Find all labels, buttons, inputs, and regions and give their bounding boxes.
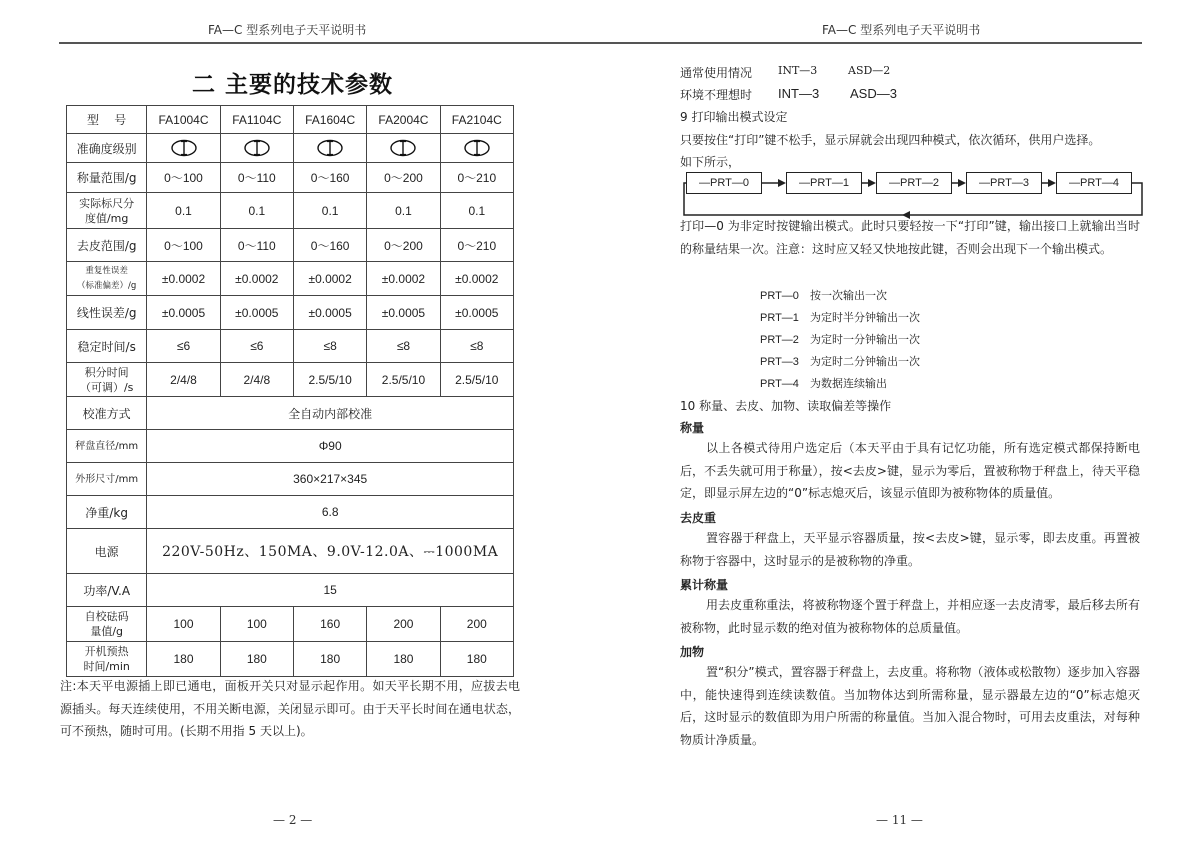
table-cell: 0.1 bbox=[220, 193, 293, 229]
prt-mode-code: PRT—4 bbox=[760, 378, 799, 390]
prt0-description: 打印—0 为非定时按键输出模式。此时只要轻按一下“打印”键，输出接口上就输出当时的称量结果一次。注意：这时应又轻又快地按此键，否则会出现下一个输出模式。 bbox=[680, 219, 1140, 256]
flow-box-prt4: —PRT—4 bbox=[1056, 172, 1132, 194]
usage-bad-int: INT—3 bbox=[778, 86, 820, 101]
row-label: 称量范围/g bbox=[67, 163, 147, 193]
section9-title: 9 打印输出模式设定 bbox=[680, 110, 788, 124]
prt-mode-desc: 为数据连续输出 bbox=[810, 377, 887, 390]
flow-box-prt0: —PRT—0 bbox=[686, 172, 762, 194]
prt-mode-desc: 为定时二分钟输出一次 bbox=[810, 355, 920, 368]
table-cell: 2.5/5/10 bbox=[440, 363, 513, 397]
usage-normal-int: INT—3 bbox=[778, 64, 818, 77]
table-row bbox=[67, 330, 514, 363]
usage-bad-asd: ASD—3 bbox=[850, 86, 897, 101]
table-cell: ≤6 bbox=[147, 330, 220, 363]
row-label: 秤盘直径/mm bbox=[67, 430, 147, 463]
arrow-head-icon bbox=[868, 179, 876, 187]
spec-table bbox=[66, 105, 514, 677]
row-label: 外形尺寸/mm bbox=[67, 463, 147, 496]
adding-text: 置“积分”模式，置容器于秤盘上，去皮重。将称物（液体或松散物）逐步加入容器中，能快速得到连续读数值。当加物体达到所需称量，显示器最左边的“0”标志熄灭后，这时显示的数值即为用户所需的称量值。当加入混合物时，可用去皮重法，对每种物质计净质量。 bbox=[680, 665, 1140, 747]
adding-heading: 加物 bbox=[680, 645, 705, 659]
flow-box-prt2: —PRT—2 bbox=[876, 172, 952, 194]
accuracy-cell bbox=[147, 134, 220, 163]
table-cell: 0～210 bbox=[440, 163, 513, 193]
table-row-merged bbox=[67, 529, 514, 574]
table-row-merged bbox=[67, 463, 514, 496]
table-row-merged bbox=[67, 430, 514, 463]
merged-cell: 360×217×345 bbox=[147, 463, 514, 496]
row-label: 净重/kg bbox=[67, 496, 147, 529]
accuracy-cell bbox=[440, 134, 513, 163]
row-label: 去皮范围/g bbox=[67, 229, 147, 262]
table-cell: 0～160 bbox=[293, 163, 366, 193]
row-label-line: 量值/g bbox=[90, 625, 124, 638]
table-cell: 200 bbox=[367, 607, 440, 642]
row-label: 功率/V.A bbox=[67, 574, 147, 607]
table-cell: 160 bbox=[293, 607, 366, 642]
table-cell: 100 bbox=[220, 607, 293, 642]
right-page-number: — 11 — bbox=[876, 813, 923, 827]
table-row-merged bbox=[67, 496, 514, 529]
row-label: 稳定时间/s bbox=[67, 330, 147, 363]
prt-mode-item bbox=[760, 309, 920, 325]
flow-box-prt1: —PRT—1 bbox=[786, 172, 862, 194]
header-rule bbox=[59, 42, 1142, 44]
accuracy-class-I-icon bbox=[170, 139, 198, 157]
usage-normal-asd: ASD—2 bbox=[848, 64, 891, 77]
row-label-line: 重复性误差 bbox=[85, 265, 128, 276]
tare-heading: 去皮重 bbox=[680, 511, 717, 525]
table-cell: 0～100 bbox=[147, 163, 220, 193]
accuracy-cell bbox=[293, 134, 366, 163]
table-cell: 0～100 bbox=[147, 229, 220, 262]
table-cell: 0～200 bbox=[367, 163, 440, 193]
row-label-line: （标准偏差）/g bbox=[77, 280, 137, 291]
cumulative-text: 用去皮重称重法，将被称物逐个置于秤盘上，并相应逐一去皮清零，最后移去所有被称物，此时显示数的绝对值为被称物体的总质量值。 bbox=[680, 598, 1140, 635]
weighing-text: 以上各模式待用户选定后（本天平由于具有记忆功能，所有选定模式都保持断电后，不丢失就可用于称量），按<去皮>键，显示为零后，置被称物于秤盘上，待天平稳定，即显示屏左边的“0”标志熄灭后，该显示值即为被称物体的质量值。 bbox=[680, 441, 1140, 500]
merged-cell: 6.8 bbox=[147, 496, 514, 529]
merged-cell: Φ90 bbox=[147, 430, 514, 463]
usage-bad-label: 环境不理想时 bbox=[680, 88, 753, 102]
merged-cell: 全自动内部校准 bbox=[147, 397, 514, 430]
row-label bbox=[67, 607, 147, 642]
model-cell: FA2104C bbox=[440, 106, 513, 134]
accuracy-class-I-icon bbox=[243, 139, 271, 157]
table-cell: 0～200 bbox=[367, 229, 440, 262]
left-page-number: — 2 — bbox=[273, 813, 313, 827]
model-label: 型 号 bbox=[67, 106, 147, 134]
prt-mode-desc: 按一次输出一次 bbox=[810, 289, 887, 302]
table-cell: 0.1 bbox=[440, 193, 513, 229]
table-row bbox=[67, 363, 514, 397]
row-label-line: 时间/min bbox=[83, 660, 130, 673]
cumulative-heading: 累计称量 bbox=[680, 578, 729, 592]
table-cell: ±0.0005 bbox=[367, 296, 440, 330]
row-label: 电源 bbox=[67, 529, 147, 574]
table-row bbox=[67, 229, 514, 262]
table-cell: ±0.0002 bbox=[220, 262, 293, 296]
accuracy-cell bbox=[220, 134, 293, 163]
table-row bbox=[67, 296, 514, 330]
row-label-line: 实际标尺分 bbox=[79, 196, 135, 210]
table-cell: 180 bbox=[220, 642, 293, 677]
prt-mode-item bbox=[760, 331, 920, 347]
table-cell: ±0.0005 bbox=[440, 296, 513, 330]
table-row bbox=[67, 262, 514, 296]
table-cell: ±0.0005 bbox=[147, 296, 220, 330]
table-row bbox=[67, 607, 514, 642]
table-cell: 180 bbox=[367, 642, 440, 677]
table-cell: ±0.0002 bbox=[367, 262, 440, 296]
flow-box-prt3: —PRT—3 bbox=[966, 172, 1042, 194]
table-cell: ≤8 bbox=[293, 330, 366, 363]
model-cell: FA1104C bbox=[220, 106, 293, 134]
prt-mode-code: PRT—1 bbox=[760, 312, 799, 324]
arrow-head-icon bbox=[958, 179, 966, 187]
row-label bbox=[67, 193, 147, 229]
model-cell: FA1004C bbox=[147, 106, 220, 134]
prt-mode-item bbox=[760, 353, 920, 369]
row-label bbox=[67, 262, 147, 296]
row-label-line: 自校砝码 bbox=[84, 610, 129, 623]
model-cell: FA2004C bbox=[367, 106, 440, 134]
row-label: 线性误差/g bbox=[67, 296, 147, 330]
weighing-heading: 称量 bbox=[680, 421, 705, 435]
prt-mode-desc: 为定时一分钟输出一次 bbox=[810, 333, 920, 346]
table-cell: ±0.0002 bbox=[147, 262, 220, 296]
arrow-head-icon bbox=[778, 179, 786, 187]
usage-normal-label: 通常使用情况 bbox=[680, 66, 753, 80]
table-cell: 0.1 bbox=[293, 193, 366, 229]
row-label bbox=[67, 642, 147, 677]
prt-mode-code: PRT—3 bbox=[760, 356, 799, 368]
prt-mode-item bbox=[760, 375, 887, 391]
table-cell: 200 bbox=[440, 607, 513, 642]
usage-bad-row bbox=[680, 86, 897, 103]
table-row-models bbox=[67, 106, 514, 134]
table-cell: ≤6 bbox=[220, 330, 293, 363]
accuracy-label: 准确度级别 bbox=[67, 134, 147, 163]
row-label-line: 积分时间 bbox=[84, 365, 129, 379]
accuracy-class-I-icon bbox=[463, 139, 491, 157]
table-cell: 180 bbox=[440, 642, 513, 677]
table-cell: ±0.0005 bbox=[220, 296, 293, 330]
section-title: 二 主要的技术参数 bbox=[192, 72, 394, 98]
table-row-merged bbox=[67, 574, 514, 607]
table-cell: 0.1 bbox=[147, 193, 220, 229]
row-label-line: （可调）/s bbox=[79, 380, 134, 394]
table-cell: 2.5/5/10 bbox=[367, 363, 440, 397]
table-cell: ≤8 bbox=[367, 330, 440, 363]
table-cell: 180 bbox=[147, 642, 220, 677]
row-label-line: 度值/mg bbox=[84, 211, 129, 225]
usage-normal-row bbox=[680, 64, 891, 81]
table-cell: ±0.0002 bbox=[440, 262, 513, 296]
table-cell: ≤8 bbox=[440, 330, 513, 363]
prt-mode-desc: 为定时半分钟输出一次 bbox=[810, 311, 920, 324]
prt-mode-code: PRT—2 bbox=[760, 334, 799, 346]
accuracy-class-I-icon bbox=[316, 139, 344, 157]
prt-mode-item bbox=[760, 287, 887, 303]
table-note: 注:本天平电源插上即已通电，面板开关只对显示起作用。如天平长期不用，应拔去电源插头。每天连续使用，不用关断电源，关闭显示即可。由于天平长时间在通电状态，可不预热，随时可用。(长期不用指 5 天以上)。 bbox=[60, 679, 520, 738]
table-row bbox=[67, 163, 514, 193]
table-cell: 2.5/5/10 bbox=[293, 363, 366, 397]
table-cell: 0～210 bbox=[440, 229, 513, 262]
table-row-merged bbox=[67, 397, 514, 430]
table-cell: 2/4/8 bbox=[220, 363, 293, 397]
table-row-accuracy bbox=[67, 134, 514, 163]
row-label bbox=[67, 363, 147, 397]
section9-intro-1: 只要按住“打印”键不松手，显示屏就会出现四种模式，依次循环，供用户选择。 bbox=[680, 133, 1101, 147]
merged-cell: 220V-50Hz、150MA、9.0V-12.0A、⎓1000MA bbox=[147, 529, 514, 574]
table-cell: ±0.0002 bbox=[293, 262, 366, 296]
right-page-header: FA—C 型系列电子天平说明书 bbox=[822, 23, 981, 37]
table-row bbox=[67, 193, 514, 229]
section10-title: 10 称量、去皮、加物、读取偏差等操作 bbox=[680, 399, 892, 413]
row-label-line: 开机预热 bbox=[84, 645, 129, 658]
table-cell: 2/4/8 bbox=[147, 363, 220, 397]
left-page-header: FA—C 型系列电子天平说明书 bbox=[208, 23, 367, 37]
table-cell: 0～110 bbox=[220, 163, 293, 193]
table-cell: ±0.0005 bbox=[293, 296, 366, 330]
accuracy-cell bbox=[367, 134, 440, 163]
merged-cell: 15 bbox=[147, 574, 514, 607]
table-cell: 180 bbox=[293, 642, 366, 677]
tare-text: 置容器于秤盘上，天平显示容器质量，按<去皮>键，显示零，即去皮重。再置被称物于容器中，这时显示的是被称物的净重。 bbox=[680, 531, 1140, 568]
row-label: 校准方式 bbox=[67, 397, 147, 430]
arrow-head-icon bbox=[1048, 179, 1056, 187]
table-row bbox=[67, 642, 514, 677]
table-cell: 100 bbox=[147, 607, 220, 642]
prt-mode-code: PRT—0 bbox=[760, 290, 799, 302]
section9-intro-2: 如下所示， bbox=[680, 155, 741, 169]
accuracy-class-I-icon bbox=[389, 139, 417, 157]
table-cell: 0.1 bbox=[367, 193, 440, 229]
table-cell: 0～160 bbox=[293, 229, 366, 262]
model-cell: FA1604C bbox=[293, 106, 366, 134]
table-cell: 0～110 bbox=[220, 229, 293, 262]
